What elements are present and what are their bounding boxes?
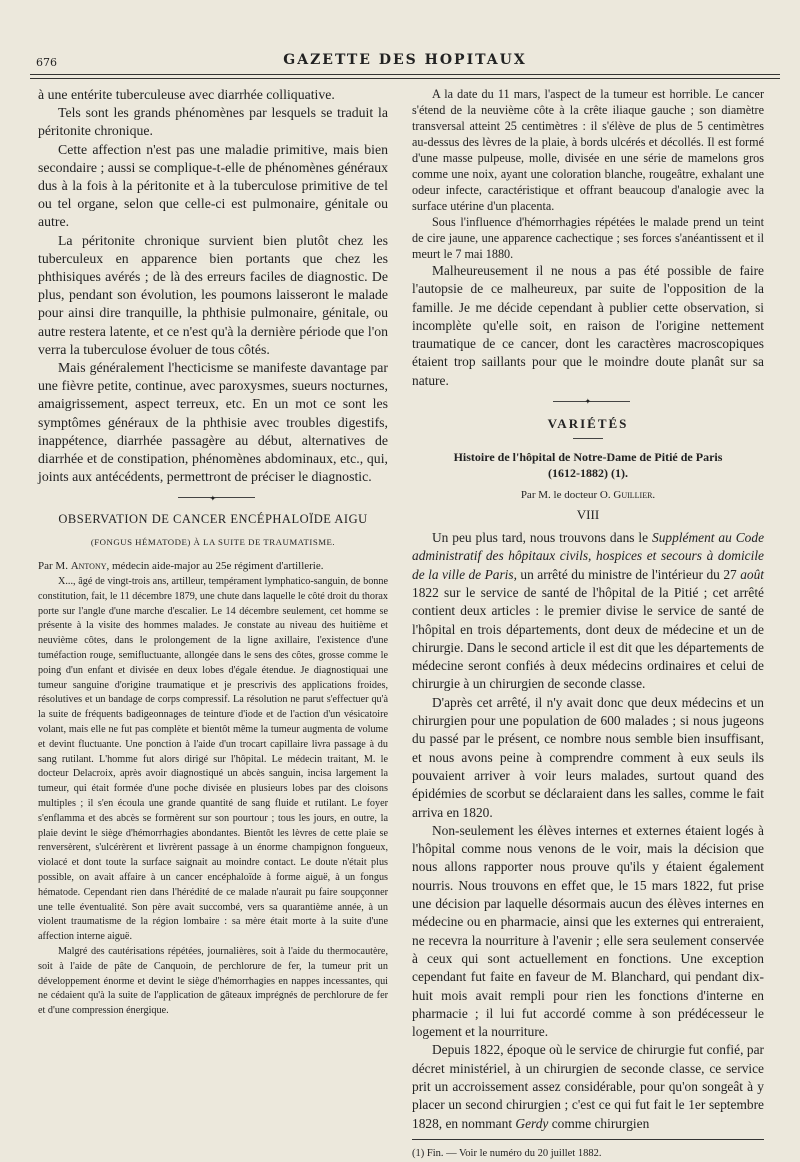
page-header xyxy=(30,52,780,74)
author-suffix: . xyxy=(652,489,656,502)
paragraph: La péritonite chronique survient bien plutôt chez les tuberculeux en apparence bien portants que chez les phthisiques avérés ; de là des erreurs faciles de diagnostic. De plus, pendant son évolution, les poumons laisseront le malade pour ainsi dire tranquille, la phthisie pulmonaire, génitale, ou autre restera latente, et ce n'est qu'à la dernière période que l'on verra la tuberculose évoluer de tous côtés. xyxy=(38,232,388,357)
author-prefix: Par M. le docteur O. xyxy=(520,489,611,502)
text-run: 1822 sur le service de santé de l'hôpital de la Pitié ; cet arrêté contient deux articles : le premier divise le service de santé de l'hôpital en trois départements, dont deux de médecine et un de chirurgie. Dans le second article il est dit que les départements de médecine seront confiés à deux médecins ordinaires et celui de chirurgie à un chirurgien de seconde classe. xyxy=(412,584,764,692)
history-author xyxy=(412,487,764,503)
paragraph: Cette affection n'est pas une maladie primitive, mais bien secondaire ; aussi se complique-t-elle de phénomènes généraux dus à la fois à la péritonite et à la tuberculose primitive de tel ou tel organe, selon que celle-ci est pulmonaire, génitale ou autre. xyxy=(38,141,388,230)
history-years: (1612-1882) (1). xyxy=(548,466,628,481)
italic-run: Supplément au Code administratif des hôpitaux civils, hospices et secours à domicile de la ville de Paris xyxy=(412,530,765,582)
paragraph: D'après cet arrêté, il n'y avait donc que deux médecins et un chirurgien pour une population de 600 malades ; si nous jugeons du passé par le présent, ce nombre nous semble bien insuffisant, et nous avons peine à comprendre comment à eux seuls ils pouvaient arriver à voir leurs malades, surtout quand des épidémies de scorbut se déclaraient dans les salles, comme le fait arriva en 1820. xyxy=(412,694,764,820)
history-title: Histoire de l'hôpital de Notre-Dame de Pitié de Paris xyxy=(453,450,723,465)
section-separator xyxy=(412,396,764,406)
author-name: Antony xyxy=(70,559,107,572)
paragraph: à une entérite tuberculeuse avec diarrhée colliquative. xyxy=(38,87,335,102)
text-run: comme chirurgien xyxy=(548,1115,650,1131)
footnote-rule xyxy=(412,1139,764,1140)
varietes-title: VARIÉTÉS xyxy=(547,416,629,432)
section-separator xyxy=(38,492,388,502)
observation-subtitle: (FONGUS HÉMATODE) À LA SUITE DE TRAUMATISME. xyxy=(90,536,336,547)
author-prefix: Par M. xyxy=(38,559,68,572)
left-column xyxy=(38,86,388,1019)
observation-title: OBSERVATION DE CANCER ENCÉPHALOÏDE AIGU xyxy=(58,512,368,527)
paragraph: A la date du 11 mars, l'aspect de la tumeur est horrible. Le cancer s'étend de la neuvième côte à la crête iliaque gauche ; son diamètre transversal atteint 25 centimètres : il s'élève de plus de 5 centimètres au-dessus des lèvres de la plaie, à bords ulcérés et décollés. Il est formé d'une masse pulpeuse, molle, divisée en une série de mamelons gros comme une noix, ayant une coloration blanche, rougeâtre, exhalant une odeur infecte, caractéristique et offrant beaucoup d'analogie avec la surface utérine d'un placenta. xyxy=(412,87,764,213)
text-run: , un arrêté du ministre de l'intérieur du 27 xyxy=(513,566,741,582)
footnote: (1) Fin. — Voir le numéro du 20 juillet 1882. xyxy=(412,1147,602,1159)
author-rest: , médecin aide-major au 25e régiment d'artillerie. xyxy=(106,559,324,572)
page-number: 676 xyxy=(36,56,57,69)
paragraph: Tels sont les grands phénomènes par lesquels se traduit la péritonite chronique. xyxy=(38,105,388,139)
observation-text: Malgré des cautérisations répétées, journalières, soit à l'aide du thermocautère, soit à l'aide de pâte de Canquoin, de perchlorure de fer, la tumeur prit un développement énorme et devint le siège d'hémorrhagies en nappes incessantes, qui ne cédaient qu'à la suite de l'application de gâteaux imprégnés de perchlorure de fer et d'une compression énergique. xyxy=(38,946,388,1017)
paragraph: Malheureusement il ne nous a pas été possible de faire l'autopsie de ce malheureux, par suite de l'opposition de la famille. Je me décide cependant à publier cette observation, si incomplète qu'elle soit, en raison de l'origine nettement traumatique de ce cancer, dont les caractères macroscopiques étaient trop saillants pour que le moindre doute planât sur sa nature. xyxy=(412,263,764,388)
chapter-number: VIII xyxy=(576,507,600,523)
paragraph xyxy=(412,1041,764,1132)
italic-run: Gerdy xyxy=(515,1115,549,1131)
italic-run: août xyxy=(740,566,764,582)
journal-title: GAZETTE DES HOPITAUX xyxy=(283,52,527,68)
header-rule xyxy=(30,74,780,79)
short-rule xyxy=(573,438,603,439)
author-name: Guillier xyxy=(613,489,653,502)
paragraph: Non-seulement les élèves internes et externes étaient logés à l'hôpital comme nous venons de le voir, mais la décision que nous allons rapporter nous prouve qu'ils y étaient également nourris. Nous trouvons en effet que, le 15 mars 1822, fut prise une décision par laquelle désormais aucun des élèves internes en médecine ou en pharmacie, ainsi que les externes qui entreraient, ne recevra la nourriture à l'avenir ; elle sera seulement conservée à ceux qui sont actuellement en fonctions. Une exception cependant fut faite en faveur de M. Blanchard, qui pendant dix-huit mois avait rempli pour rien les fonctions d'interne en pharmacie ; il lui fut accordé comme à son prédécesseur le logement et la nourriture. xyxy=(412,822,764,1040)
paragraph: Mais généralement l'hecticisme se manifeste davantage par une fièvre petite, continue, avec paroxysmes, sueurs nocturnes, amaigrissement, aspect terreux, etc. En un mot ce sont les symptômes généraux de la phthisie avec troubles digestifs, inappétence, diarrhée passagère au début, alternatives de diarrhée et de constipation, phénomènes abdominaux, etc., qui, joints aux antécédents, permettront de préciser le diagnostic. xyxy=(38,360,388,485)
right-column xyxy=(412,86,764,1162)
text-run: Depuis 1822, époque où le service de chirurgie fut confié, par décret ministériel, à un chirurgien de seconde classe, ce service prit un accroissement assez considérable, pour qu'on songeât à y placer un second chirurgien ; c'est ce qui fut fait le 1er septembre 1828, en nommant xyxy=(412,1042,764,1131)
observation-text: X..., âgé de vingt-trois ans, artilleur, tempérament lymphatico-sanguin, de bonne constitution, fait, le 11 décembre 1879, une chute dans laquelle le côté droit du thorax porte sur l'angle d'une marche d'escalier. Le 14 décembre seulement, cet homme se présente à la visite des hommes malades. Je constate au niveau des huitième et neuvième côtes, dans le prolongement de la ligne axillaire, l'existence d'une tuméfaction rouge, semifluctuante, allongée dans le sens des côtes, grosse comme le poing d'un enfant et divisée en deux lobes d'égale étendue. Je diagnostiquai une tumeur sanguine d'origine traumatique et je prescrivis des applications froides, résolutives et un bandage de corps compressif. La résolution ne parut s'effectuer qu'à la suite de fréquents badigeonnages de teinture d'iode et de l'action d'un vésicatoire volant, mais elle ne fut pas complète et bientôt même la tumeur augmenta de volume et devint fluctuante. Une ponction à l'aide d'un trocart capillaire livra passage à du sang rutilant. L'homme fut alors dirigé sur l'hôpital. Le médecin traitant, M. le docteur Delacroix, après avoir diagnostiqué un abcès sanguin, incisa largement la tumeur, qui était formée d'une poche divisée en plusieurs lobes par des cloisons multiples ; il s'en écoula une grande quantité de sang fluide et rutilant. Le foyer s'enflamma et des abcès se formèrent sur son pourtour ; tous les jours, en outre, la plaie devint le siège d'hémorrhagies abondantes. Bientôt les lèvres de cette plaie se renversèrent, s'ulcérèrent et livrèrent passage à un énorme champignon fongueux, violacé et dont toute la surface saignait au moindre contact. Le doute n'était plus possible, on avait affaire à un cancer encéphaloïde à forme aiguë, à un fongus hématode. Cependant rien dans l'hérédité de ce malade n'aurait pu faire soupçonner une telle éventualité. Son père avait succombé, vers sa quarantième année, à un violent traumatisme de la région lombaire : sa mère était morte à la suite d'une affection interne aiguë. xyxy=(38,576,388,943)
observation-author xyxy=(38,557,388,575)
paragraph: Sous l'influence d'hémorrhagies répétées le malade prend un teint de cire jaune, une apparence cachectique ; ses forces s'anéantissent et il meurt le 7 mai 1880. xyxy=(412,215,764,261)
text-run: Un peu plus tard, nous trouvons dans le xyxy=(432,530,653,546)
paragraph xyxy=(412,529,764,694)
